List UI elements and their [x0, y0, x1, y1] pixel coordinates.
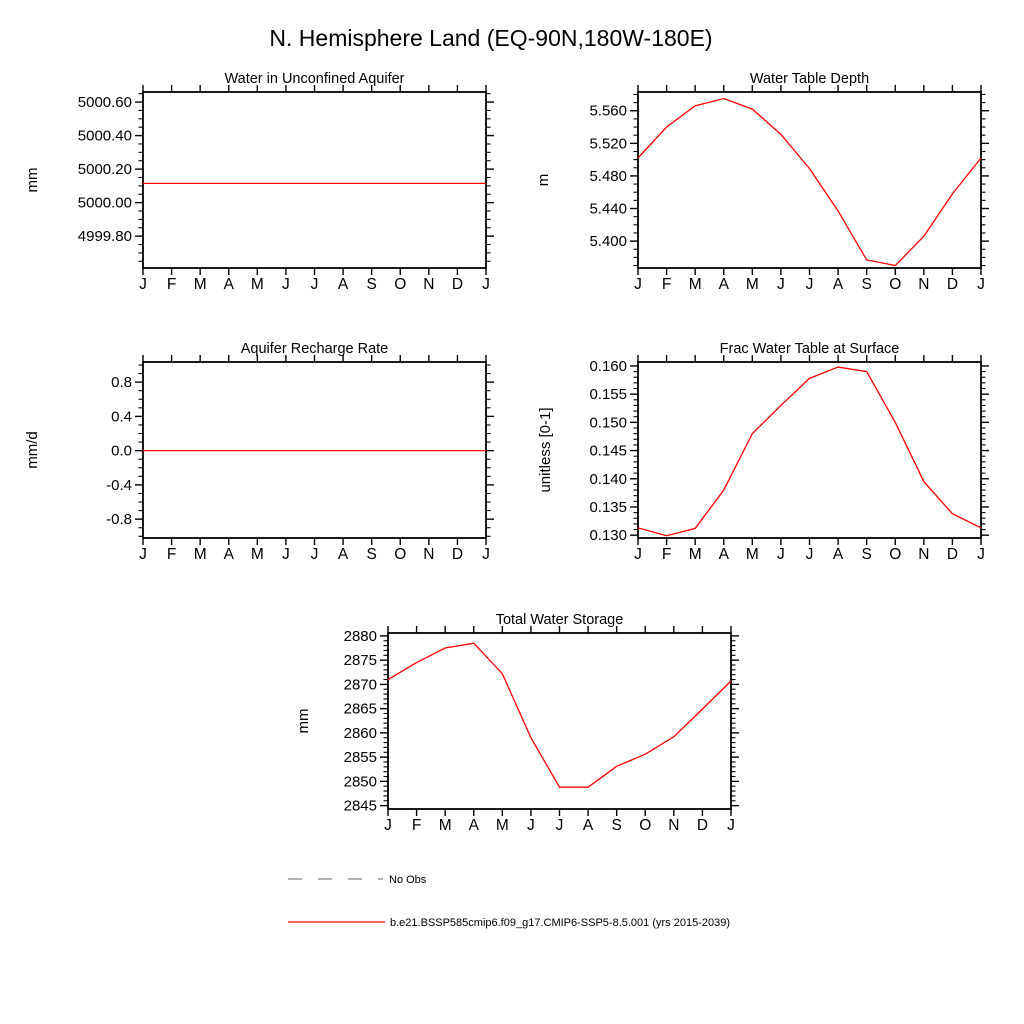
y-tick-labels — [106, 374, 132, 528]
panel-title-water-in-unconfined-aquifer: Water in Unconfined Aquifer — [224, 71, 405, 87]
panel-title-aquifer-recharge-rate: Aquifer Recharge Rate — [240, 341, 389, 357]
x-tick-label: A — [718, 546, 729, 563]
legend — [288, 874, 730, 929]
y-axis-label-panel1: mm — [24, 167, 41, 193]
x-tick-label: D — [696, 817, 709, 834]
x-tick-label: D — [946, 276, 959, 293]
x-tick-label: D — [946, 546, 959, 563]
y-tick-label: 5.440 — [589, 200, 627, 218]
x-tick-label: F — [411, 817, 422, 834]
x-tick-label: M — [745, 546, 759, 563]
x-tick-label: F — [661, 546, 672, 563]
x-tick-label: N — [423, 546, 435, 563]
x-tick-label: A — [718, 276, 729, 293]
plot-box — [638, 92, 981, 268]
x-tick-label: J — [282, 546, 290, 563]
x-tick-label: J — [139, 276, 147, 293]
x-tick-label: J — [555, 817, 564, 834]
x-tick-label: N — [423, 276, 435, 293]
y-tick-label: 0.130 — [589, 527, 627, 545]
x-tick-label: J — [282, 276, 290, 293]
y-tick-label: 5000.60 — [77, 94, 132, 112]
x-tick-label: M — [495, 817, 509, 834]
x-tick-label: N — [668, 817, 680, 834]
x-tick-label: M — [193, 276, 207, 293]
y-tick-label: 2860 — [343, 724, 377, 742]
x-tick-label: O — [394, 546, 407, 563]
no-obs-label: No Obs — [389, 874, 427, 886]
y-axis-label-panel5: mm — [295, 708, 312, 734]
y-major-ticks — [135, 102, 494, 236]
y-tick-labels — [78, 94, 132, 245]
model-run-label: b.e21.BSSP585cmip6.f09_g17.CMIP6-SSP5-8.5.001 (yrs 2015-2039) — [390, 917, 730, 929]
x-tick-label: A — [223, 546, 234, 563]
x-tick-label: O — [889, 546, 902, 563]
y-tick-labels — [344, 628, 377, 815]
y-minor-ticks — [384, 641, 736, 801]
x-tick-label: J — [777, 276, 785, 293]
x-tick-label: M — [193, 546, 207, 563]
x-tick-label: N — [918, 276, 930, 293]
x-tick-label: J — [139, 546, 147, 563]
y-tick-label: 5000.00 — [77, 194, 132, 212]
x-tick-label: J — [310, 546, 319, 563]
x-tick-label: S — [366, 276, 377, 293]
y-tick-label: 0.135 — [589, 498, 627, 516]
panel-2 — [106, 355, 494, 563]
y-minor-ticks — [634, 372, 986, 530]
plot-box — [638, 362, 981, 538]
x-tick-label: N — [918, 546, 930, 563]
x-tick-label: O — [889, 276, 902, 293]
y-major-ticks — [630, 366, 989, 535]
x-tick-label: J — [805, 276, 814, 293]
x-tick-label: J — [634, 276, 642, 293]
y-tick-label: 5000.20 — [77, 161, 132, 179]
x-tick-label: F — [166, 546, 177, 563]
y-tick-label: 5.480 — [589, 167, 627, 185]
x-tick-label: J — [310, 276, 319, 293]
series-line — [638, 367, 981, 536]
y-tick-label: 0.145 — [589, 442, 627, 460]
x-tick-label: A — [337, 276, 349, 293]
x-tick-label: M — [745, 276, 759, 293]
x-tick-label: O — [639, 817, 652, 834]
x-tick-label: S — [366, 546, 377, 563]
panel-3 — [589, 355, 989, 563]
x-ticks — [638, 355, 981, 545]
x-tick-label: A — [832, 276, 844, 293]
x-tick-label: M — [688, 276, 702, 293]
y-tick-label: 5.520 — [589, 135, 627, 153]
x-tick-label: A — [468, 817, 479, 834]
x-tick-label: A — [223, 276, 234, 293]
x-tick-labels — [384, 817, 735, 834]
x-tick-label: J — [977, 546, 985, 563]
x-tick-label: J — [777, 546, 785, 563]
y-tick-label: 0.140 — [589, 470, 627, 488]
panel-1 — [589, 85, 989, 293]
panel-title-total-water-storage: Total Water Storage — [495, 612, 624, 628]
y-tick-label: 5.400 — [589, 233, 627, 251]
y-axis-label-panel2: m — [535, 173, 552, 187]
x-tick-label: F — [166, 276, 177, 293]
x-tick-label: A — [337, 546, 349, 563]
y-tick-label: 0.4 — [111, 408, 132, 426]
x-tick-label: D — [451, 276, 464, 293]
y-tick-label: 2855 — [343, 749, 377, 767]
x-tick-label: J — [805, 546, 814, 563]
x-tick-labels — [139, 546, 490, 563]
x-tick-label: J — [727, 817, 735, 834]
plot-box — [388, 633, 731, 809]
x-tick-labels — [139, 276, 490, 293]
y-minor-ticks — [634, 94, 986, 265]
y-tick-labels — [589, 103, 627, 250]
y-axis-label-panel3: mm/d — [24, 431, 41, 469]
y-tick-label: 2850 — [343, 773, 377, 791]
y-tick-label: -0.4 — [106, 476, 132, 494]
y-tick-label: 5000.40 — [77, 127, 132, 145]
x-ticks — [143, 85, 486, 275]
y-axis-label-panel4: unitless [0-1] — [537, 407, 554, 493]
x-tick-label: M — [250, 546, 264, 563]
y-tick-labels — [589, 358, 627, 544]
x-tick-label: J — [384, 817, 392, 834]
y-tick-label: 0.155 — [589, 386, 627, 404]
y-tick-label: 0.150 — [589, 414, 627, 432]
y-tick-label: 2875 — [343, 652, 377, 670]
y-tick-label: 2845 — [343, 797, 377, 815]
y-tick-label: -0.8 — [106, 511, 132, 529]
x-tick-label: M — [250, 276, 264, 293]
series-line — [388, 643, 731, 787]
y-tick-label: 0.0 — [111, 442, 132, 460]
x-tick-labels — [634, 276, 985, 293]
x-tick-label: J — [634, 546, 642, 563]
x-tick-label: S — [611, 817, 622, 834]
panel-0 — [78, 85, 494, 293]
y-tick-label: 2865 — [343, 700, 377, 718]
x-tick-label: S — [861, 546, 872, 563]
x-tick-label: J — [482, 546, 490, 563]
series-line — [638, 99, 981, 266]
x-tick-label: M — [438, 817, 452, 834]
x-tick-label: J — [527, 817, 535, 834]
x-tick-label: D — [451, 546, 464, 563]
x-tick-label: A — [582, 817, 594, 834]
y-tick-label: 0.8 — [111, 374, 132, 392]
panel-title-water-table-depth: Water Table Depth — [749, 71, 870, 87]
y-tick-label: 2880 — [343, 627, 377, 645]
y-tick-label: 5.560 — [589, 102, 627, 120]
y-major-ticks — [630, 111, 989, 241]
x-tick-label: M — [688, 546, 702, 563]
y-tick-label: 4999.80 — [77, 228, 132, 246]
x-tick-label: S — [861, 276, 872, 293]
panels — [78, 85, 989, 834]
y-minor-ticks — [139, 94, 491, 262]
panel-title-frac-water-table-at-surface: Frac Water Table at Surface — [719, 341, 900, 357]
x-tick-label: A — [832, 546, 844, 563]
main-title: N. Hemisphere Land (EQ-90N,180W-180E) — [269, 25, 713, 51]
y-tick-label: 0.160 — [589, 357, 627, 375]
x-tick-label: O — [394, 276, 407, 293]
x-tick-label: J — [482, 276, 490, 293]
x-tick-labels — [634, 546, 985, 563]
y-major-ticks — [380, 636, 739, 806]
x-tick-label: J — [977, 276, 985, 293]
y-tick-label: 2870 — [343, 676, 377, 694]
x-ticks — [638, 85, 981, 275]
panel-4 — [344, 626, 739, 834]
x-tick-label: F — [661, 276, 672, 293]
plot-box — [143, 92, 486, 268]
